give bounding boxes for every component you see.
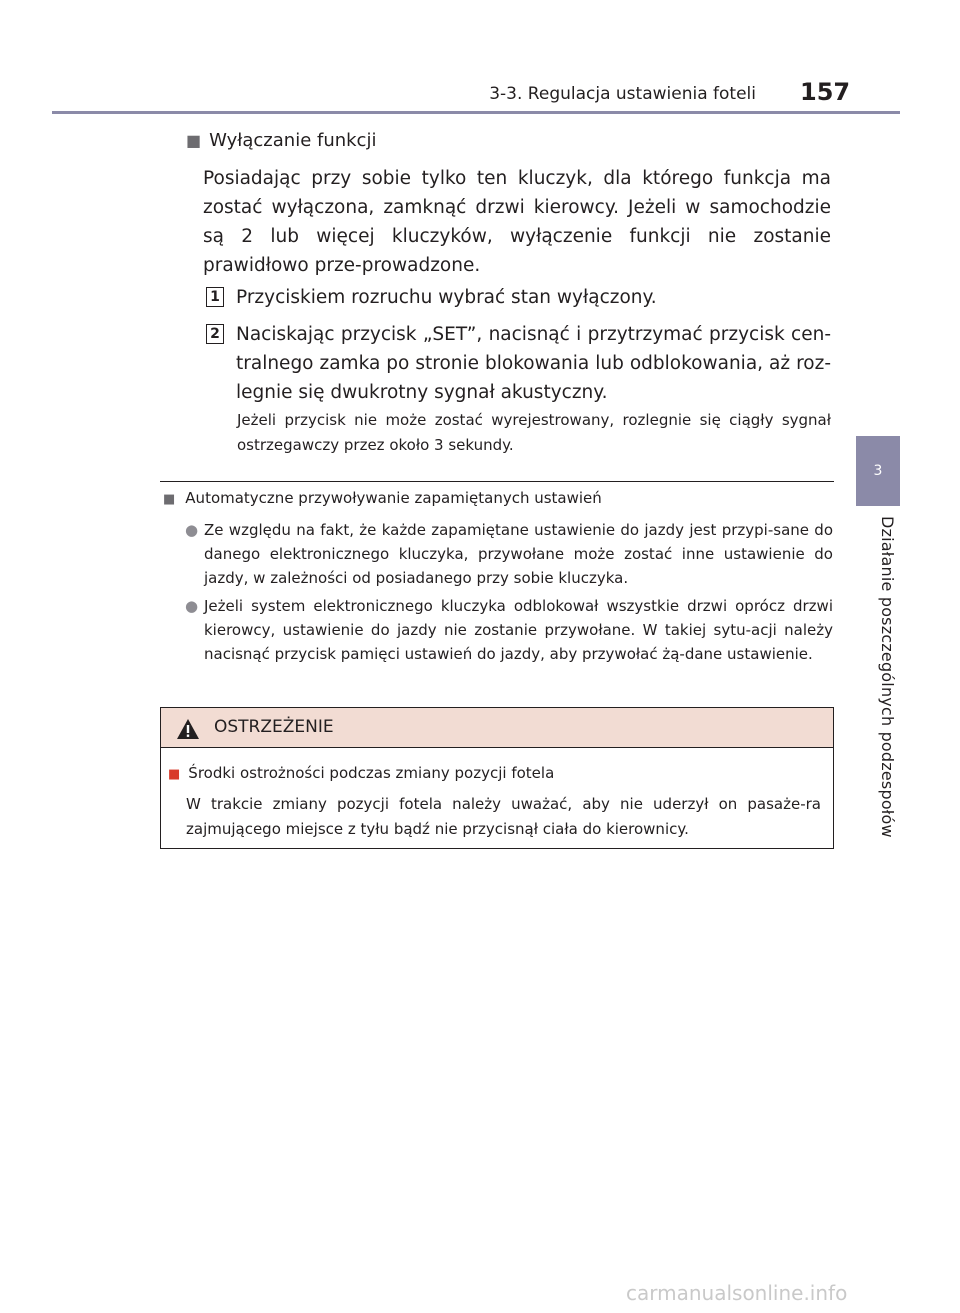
page-number: 157 — [800, 78, 851, 106]
section-paragraph: Posiadając przy sobie tylko ten kluczyk, dla którego funkcja ma zostać wyłączona, zamknąć drzwi kierowcy. Jeżeli w samochodzie są 2 lub więcej kluczyków, wyłączenie funkcji nie zostanie prawidłowo prze-prowadzone. — [203, 168, 831, 276]
warning-title: OSTRZEŻENIE — [214, 717, 334, 737]
warning-triangle-icon — [176, 718, 200, 740]
square-bullet-icon: ■ — [186, 131, 202, 150]
circle-bullet-icon: ● — [185, 597, 199, 615]
step-text: Przyciskiem rozruchu wybrać stan wyłączony. — [236, 287, 657, 308]
header-rule — [52, 111, 900, 114]
section-heading — [186, 130, 376, 151]
step-number-badge: 2 — [206, 324, 224, 344]
red-square-icon: ■ — [168, 767, 181, 782]
warning-body: W trakcie zmiany pozycji fotela należy uważać, aby nie uderzył on pasaże-ra zajmującego miejsce z tyłu bądź nie przycisnął ciała do kierownicy. — [186, 795, 821, 838]
section-heading-text: Wyłączanie funkcji — [209, 130, 377, 151]
warning-subheading — [168, 764, 554, 782]
watermark: carmanualsonline.info — [626, 1281, 848, 1305]
step-item — [206, 320, 831, 407]
warning-box — [160, 707, 834, 849]
step-item — [206, 283, 831, 312]
section-divider — [160, 481, 834, 482]
step-number-badge: 1 — [206, 287, 224, 307]
step-text: Naciskając przycisk „SET”, nacisnąć i przytrzymać przycisk cen-tralnego zamka po stronie blokowania lub odblokowania, aż roz-legnie się dwukrotny sygnał akustyczny. — [236, 324, 831, 403]
square-bullet-icon: ■ — [163, 492, 176, 507]
chapter-number: 3 — [873, 463, 883, 479]
warning-subheading-text: Środki ostrożności podczas zmiany pozycji fotela — [188, 764, 555, 782]
list-item — [185, 594, 833, 666]
chapter-title: Działanie poszczególnych podzespołów — [878, 516, 897, 838]
info-heading — [163, 489, 602, 507]
list-item-text: Jeżeli system elektronicznego kluczyka odblokował wszystkie drzwi oprócz drzwi kierowcy, ustawienie do jazdy nie zostanie przywołane. W takiej sytu-acji należy nacisnąć przycisk pamięci ustawień do jazdy, aby przywołać żą-dane ustawienie. — [204, 597, 833, 663]
header-section-title: 3-3. Regulacja ustawienia foteli — [489, 84, 756, 104]
info-heading-text: Automatyczne przywoływanie zapamiętanych ustawień — [185, 489, 602, 507]
step-note: Jeżeli przycisk nie może zostać wyrejestrowany, rozlegnie się ciągły sygnał ostrzegawczy przez około 3 sekundy. — [237, 411, 831, 454]
circle-bullet-icon: ● — [185, 521, 199, 539]
list-item — [185, 518, 833, 590]
warning-header — [161, 708, 833, 748]
list-item-text: Ze względu na fakt, że każde zapamiętane ustawienie do jazdy jest przypi-sane do danego elektronicznego kluczyka, przywołane może zostać inne ustawienie do jazdy, w zależności od posiadanego przy sobie kluczyka. — [204, 521, 833, 587]
chapter-tab[interactable] — [856, 436, 900, 506]
